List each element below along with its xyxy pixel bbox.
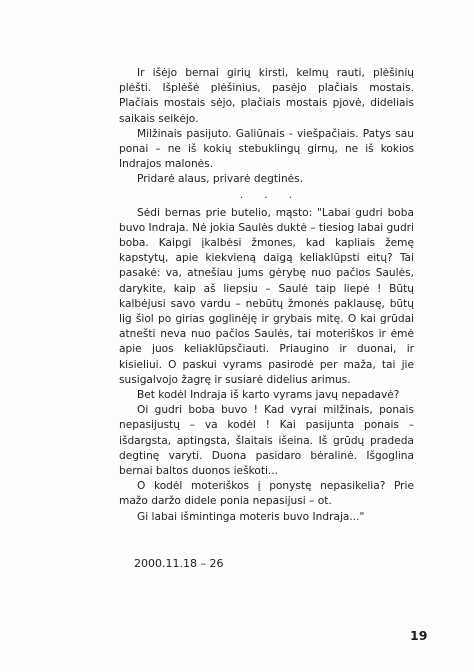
paragraph-6: Oi gudri boba buvo ! Kad vyrai milžinais, ponais nepasijustų – va kodėl ! Kai pasijunta ponais – išdargsta, aptingsta, šlaitais išeina. Iš grūdų pradeda degtinę varyti. Duona pasidaro bėralinė. Išgoglina bernai baltos duonos ieškoti... bbox=[119, 404, 414, 478]
page-number: 19 bbox=[410, 628, 428, 643]
paragraph-4: Sėdi bernas prie butelio, mąsto: "Labai gudri boba buvo Indraja. Nė jokia Saulės duktė – tiesiog labai gudri boba. Kaipgi įkalbėsi žmones, kad kapliais žemę kapstytų, apie kiekvieną daigą keliaklūpsti eitų? Tai pasakė: va, atnešiau jums gėrybę nuo pačios Saulės, darykite, kaip aš liepsiu – Saulė taip liepė ! Būtų kalbėjusi savo vardu – nebūtų žmonės paklausę, būtų lig šiol po girias goglinėję ir grybais mitę. O kai grūdai atnešti neva nuo pačios Saulės, tai moteriškos ir ėmė apie juos keliaklūpsčiauti. Priaugino ir duonai, ir kisieliui. O paskui vyrams pasirodė per maža, tai jie susigalvojo žagrę ir susiarė didelius arimus. bbox=[119, 206, 414, 386]
paragraph-2: Milžinais pasijuto. Galiūnais - viešpačiais. Patys sau ponai – ne iš kokių stebuklingų girnų, ne iš kokios Indrajos malonės. bbox=[119, 127, 414, 171]
paragraph-7: O kodėl moteriškos į ponystę nepasikelia? Prie mažo daržo didele ponia nepasijusi – ot. bbox=[119, 480, 414, 508]
paragraph-5: Bet kodėl Indraja iš karto vyrams javų nepadavė? bbox=[137, 389, 400, 402]
date-line: 2000.11.18 – 26 bbox=[134, 557, 224, 570]
paragraph-8: Gi labai išmintinga moteris buvo Indraja..." bbox=[137, 510, 365, 523]
paragraph-3: Pridarė alaus, privarė degtinės. bbox=[137, 173, 304, 186]
paragraph-1: Ir išėjo bernai girių kirsti, kelmų rauti, plėšinių plėšti. Išplėšė plėšinius, pasėjo plačiais mostais. Plačiais mostais sėjo, plačiais mostais pjovė, dideliais saikais seikėjo. bbox=[119, 67, 414, 125]
section-break: . . . bbox=[240, 189, 301, 201]
body-text bbox=[119, 66, 414, 525]
